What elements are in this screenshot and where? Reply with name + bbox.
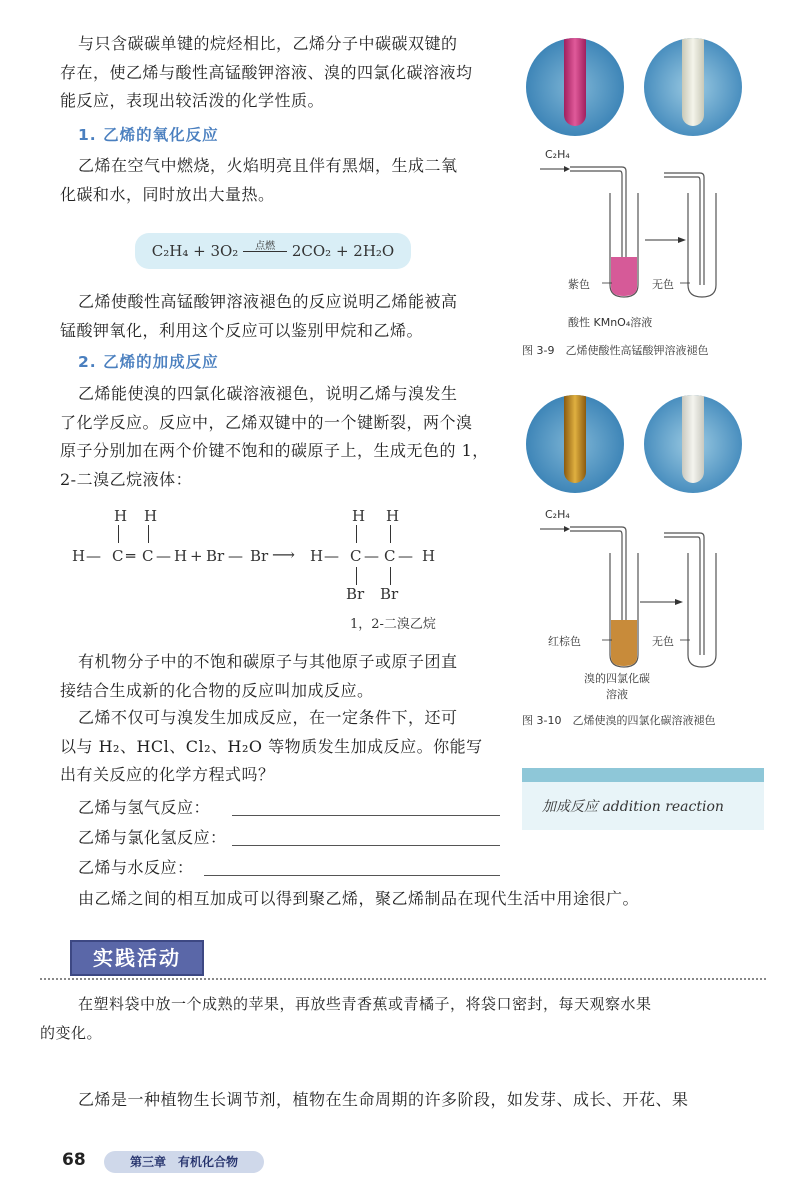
answer-line-1[interactable] <box>232 815 500 816</box>
section-1-text <box>60 152 518 209</box>
ethylene-h-top-2: H <box>144 507 158 525</box>
practice-text <box>40 990 770 1047</box>
bond-4: — <box>364 547 379 565</box>
equation-right: 2CO₂ + 2H₂O <box>291 242 395 260</box>
practice-line-2: 的变化。 <box>40 1023 103 1042</box>
chapter-label: 第三章 有机化合物 <box>104 1151 264 1173</box>
bond-br: — <box>228 547 243 565</box>
definition-line-1: 有机物分子中的不饱和碳原子与其他原子或原子团直 <box>78 652 458 671</box>
fig2-solution-label <box>575 670 659 702</box>
ethylene-h-top-1: H <box>114 507 128 525</box>
equation-left: C₂H₄ + 3O₂ <box>151 242 239 260</box>
section-1-after-2: 锰酸钾氧化，利用这个反应可以鉴别甲烷和乙烯。 <box>60 320 424 340</box>
bond-1: — <box>86 547 101 565</box>
fig2-solution-line-2: 溶液 <box>606 688 628 701</box>
question-line-2: 以与 H₂、HCl、Cl₂、H₂O 等物质发生加成反应。你能写 <box>60 736 483 756</box>
section-2-line-3: 原子分别加在两个价键不饱和的碳原子上，生成无色的 1， <box>60 441 489 460</box>
keyterm-text: 加成反应 addition reaction <box>542 799 724 815</box>
addition-definition <box>60 648 518 705</box>
fig2-solution-line-1: 溴的四氯化碳 <box>584 672 650 685</box>
section-2-line-4: 2-二溴乙烷液体： <box>60 469 193 489</box>
answer-line-3[interactable] <box>204 875 500 876</box>
product-c-1: C <box>350 547 362 565</box>
question-line-1: 乙烯不仅可与溴发生加成反应，在一定条件下，还可 <box>78 708 458 727</box>
product-br-2: Br <box>380 585 399 603</box>
section-1-after <box>60 288 518 345</box>
equation-condition: 点燃 <box>255 241 276 252</box>
bond-3: — <box>324 547 339 565</box>
section-2-text <box>60 380 518 494</box>
section-1-heading: 1. 乙烯的氧化反应 <box>78 126 219 144</box>
practice-divider <box>40 978 766 980</box>
section-2-line-2: 了化学反应。反应中，乙烯双键中的一个键断裂，两个溴 <box>60 412 473 432</box>
addition-reaction-structure <box>70 505 470 635</box>
definition-line-2: 接结合生成新的化合物的反应叫加成反应。 <box>60 680 374 700</box>
fig1-right-label: 无色 <box>652 278 674 291</box>
closing-text: 乙烯是一种植物生长调节剂，植物在生命周期的许多阶段，如发芽、成长、开花、果 <box>78 1090 689 1109</box>
ethylene-c-1: C <box>112 547 124 565</box>
product-h-left: H <box>310 547 324 565</box>
plus-sign: + <box>190 547 203 565</box>
fig2-left-label: 红棕色 <box>548 635 581 648</box>
fill-label-1: 乙烯与氢气反应： <box>78 798 211 817</box>
fig2-caption: 图 3-10 乙烯使溴的四氯化碳溶液褪色 <box>522 714 716 727</box>
ethylene-h-left: H <box>72 547 86 565</box>
practice-line-1: 在塑料袋中放一个成熟的苹果，再放些青香蕉或青橘子，将袋口密封，每天观察水果 <box>78 995 652 1013</box>
fill-label-3: 乙烯与水反应： <box>78 858 194 877</box>
intro-paragraph <box>60 30 518 116</box>
bromine-1: Br <box>206 547 225 565</box>
section-1-line-2: 化碳和水，同时放出大量热。 <box>60 184 275 204</box>
intro-line-3: 能反应，表现出较活泼的化学性质。 <box>60 91 325 110</box>
reaction-arrow: ⟶ <box>272 545 295 564</box>
fig1-solution-label: 酸性 KMnO₄溶液 <box>568 316 653 329</box>
practice-activity-tag: 实践活动 <box>70 940 204 976</box>
fig1-left-label: 紫色 <box>568 278 590 291</box>
section-2-heading: 2. 乙烯的加成反应 <box>78 353 219 371</box>
question-line-3: 出有关反应的化学方程式吗？ <box>60 765 275 784</box>
fig1-caption: 图 3-9 乙烯使酸性高锰酸钾溶液褪色 <box>522 344 709 357</box>
photo-clear-tube <box>644 38 742 136</box>
ethylene-c-2: C <box>142 547 154 565</box>
photo-brown-tube <box>526 395 624 493</box>
product-h-top-2: H <box>386 507 400 525</box>
bromine-2: Br <box>250 547 269 565</box>
product-br-1: Br <box>346 585 365 603</box>
fig1-gas-label: C₂H₄ <box>545 148 570 161</box>
equation-arrow <box>243 241 287 256</box>
section-2-line-1: 乙烯能使溴的四氯化碳溶液褪色，说明乙烯与溴发生 <box>78 384 458 403</box>
keyterm-bar <box>522 768 764 782</box>
polyethylene-text: 由乙烯之间的相互加成可以得到聚乙烯，聚乙烯制品在现代生活中用途很广。 <box>78 889 640 908</box>
product-h-right: H <box>422 547 436 565</box>
product-h-top-1: H <box>352 507 366 525</box>
photo-purple-tube <box>526 38 624 136</box>
apparatus-diagram-1 <box>530 145 760 300</box>
fig2-gas-label: C₂H₄ <box>545 508 570 521</box>
page-number: 68 <box>62 1150 86 1170</box>
keyterm-box <box>522 782 764 830</box>
section-1-after-1: 乙烯使酸性高锰酸钾溶液褪色的反应说明乙烯能被高 <box>78 292 458 311</box>
double-bond: ═ <box>126 547 136 565</box>
question-paragraph <box>60 704 518 790</box>
fill-label-2: 乙烯与氯化氢反应： <box>78 828 227 847</box>
ethylene-h-right: H <box>174 547 188 565</box>
section-1-line-1: 乙烯在空气中燃烧，火焰明亮且伴有黑烟，生成二氧 <box>78 156 458 175</box>
intro-line-2: 存在，使乙烯与酸性高锰酸钾溶液、溴的四氯化碳溶液均 <box>60 62 473 82</box>
bond-5: — <box>398 547 413 565</box>
bond-2: — <box>156 547 171 565</box>
combustion-equation <box>135 233 411 269</box>
product-name: 1，2-二溴乙烷 <box>350 617 436 632</box>
answer-line-2[interactable] <box>232 845 500 846</box>
photo-decolorized-tube <box>644 395 742 493</box>
fig2-right-label: 无色 <box>652 635 674 648</box>
intro-line-1: 与只含碳碳单键的烷烃相比，乙烯分子中碳碳双键的 <box>78 34 458 53</box>
product-c-2: C <box>384 547 396 565</box>
